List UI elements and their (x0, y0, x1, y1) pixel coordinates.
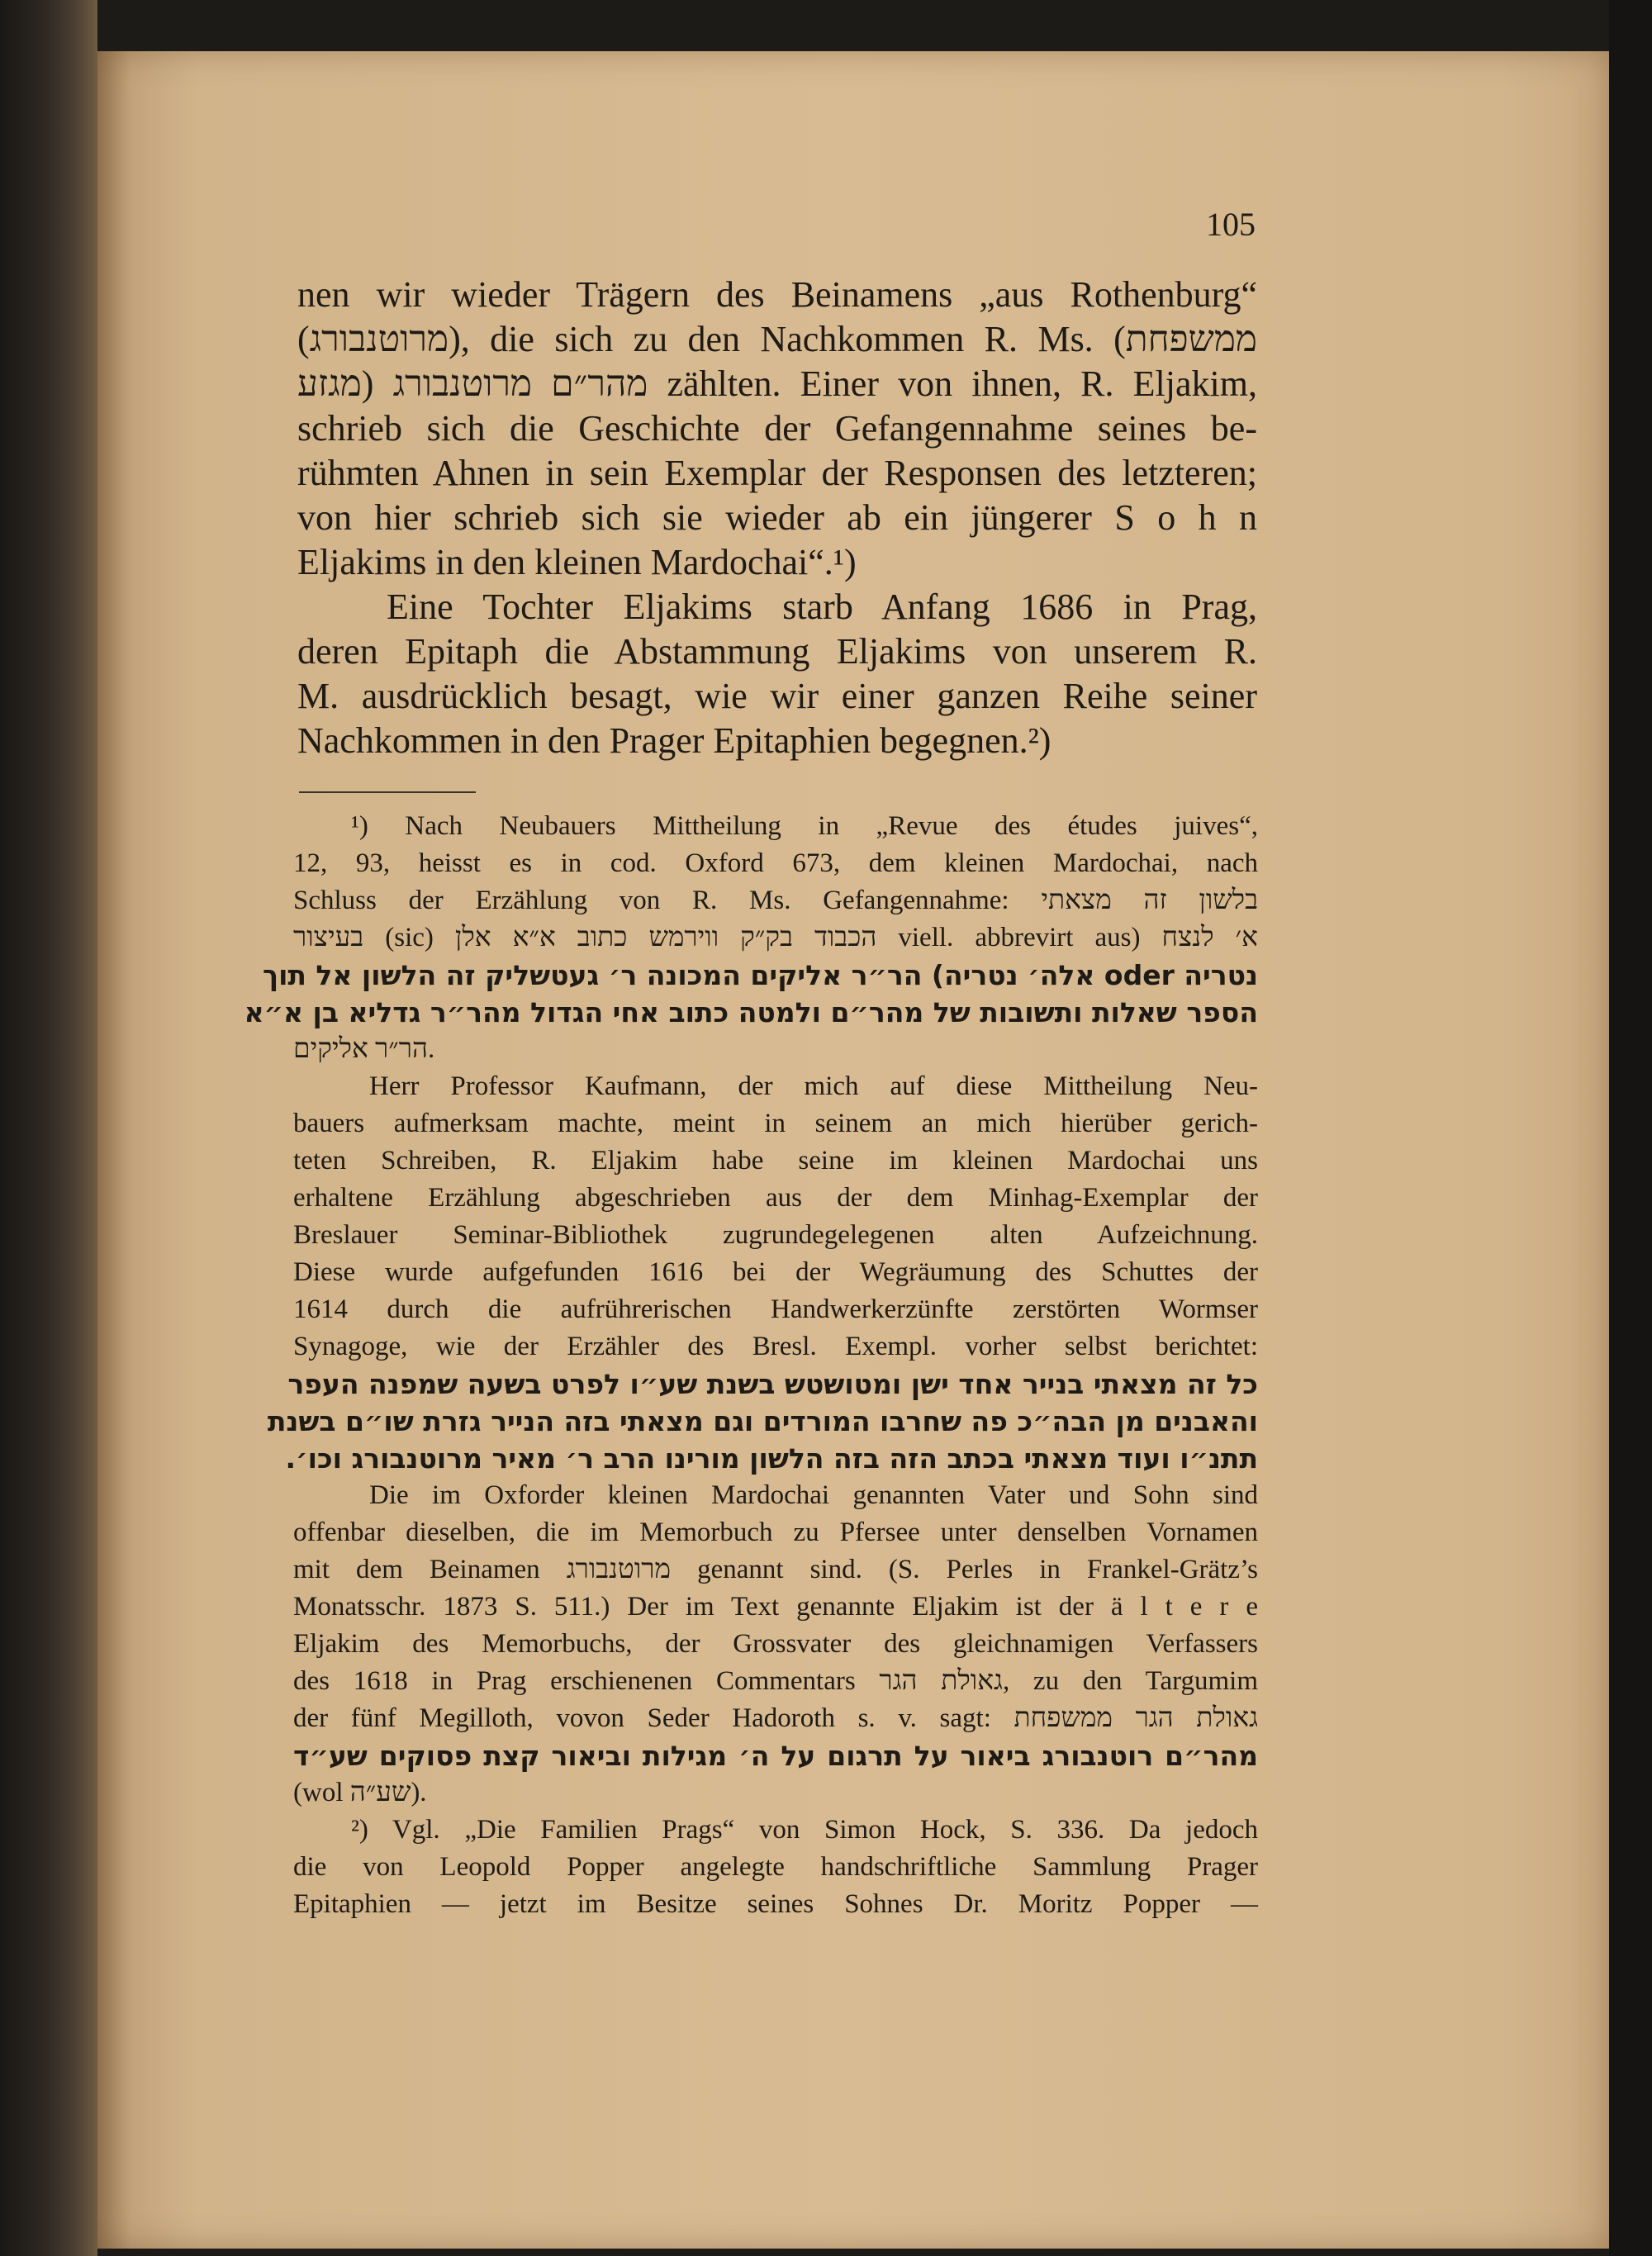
main-line: Eljakims in den kleinen Mardochai“.¹) (297, 542, 857, 582)
footnote-rule (299, 791, 476, 793)
main-text (297, 273, 1257, 763)
main-line: מהר״ם מרוטנבורג (מגזע zählten. Einer von ihnen, R. Eljakim, (297, 363, 1257, 404)
footnote-line: Diese wurde aufgefunden 1616 bei der Wegräumung des Schuttes der (293, 1257, 1258, 1287)
footnote-hebrew-line: והאבנים מן הבה״כ פה שחרבו המורדים וגם מצאתי בזה הנייר גזרת שו״ם בשנת (267, 1405, 1258, 1437)
footnote-line: ¹) Nach Neubauers Mittheilung in „Revue des études juives“, (351, 811, 1258, 841)
footnote-line: Epitaphien — jetzt im Besitze seines Sohnes Dr. Moritz Popper — (293, 1889, 1258, 1919)
footnote-hebrew-line: תתנ״ו ועוד מצאתי בכתב הזה בזה הלשון מורינו הרב ר׳ מאיר מרוטנבורג וכו׳. (285, 1442, 1258, 1475)
footnote-line: הר״ר אליקים. (293, 1034, 435, 1064)
footnote-line: erhaltene Erzählung abgeschrieben aus der dem Minhag-Exemplar der (293, 1183, 1258, 1213)
main-line: deren Epitaph die Abstammung Eljakims von unserem R. (297, 631, 1257, 672)
scan-margin (1609, 0, 1652, 2256)
main-line: von hier schrieb sich sie wieder ab ein jüngerer S o h n (297, 497, 1257, 538)
footnote-line: des 1618 in Prag erschienenen Commentars גאולת הגר, zu den Targumim (293, 1666, 1258, 1696)
footnote-line: ²) Vgl. „Die Familien Prags“ von Simon Hock, S. 336. Da jedoch (351, 1815, 1258, 1845)
footnote-hebrew-line: הספר שאלות ותשובות של מהר״ם ולמטה כתוב אחי הגדול מהר״ר גדליא בן א״א (244, 996, 1258, 1028)
footnote-line: Synagoge, wie der Erzähler des Bresl. Exempl. vorher selbst berichtet: (293, 1332, 1258, 1361)
footnote-hebrew-line: כל זה מצאתי בנייר אחד ישן ומטושטש בשנת שע״ו לפרט בשעה שמפנה העפר (287, 1368, 1258, 1400)
footnote-hebrew-line: מהר״ם רוטנבורג ביאור על תרגום על ה׳ מגילות וביאור קצת פסוקים שע״ד (293, 1740, 1258, 1772)
footnote-line: בעיצור (sic) הכבוד בק״ק ווירמש כתוב א״א אלן viell. abbrevirt aus) א׳ לנצח (293, 923, 1258, 952)
footnote-line: 12, 93, heisst es in cod. Oxford 673, dem kleinen Mardochai, nach (293, 848, 1258, 878)
footnote-line: Eljakim des Memorbuchs, der Grossvater des gleichnamigen Verfassers (293, 1629, 1258, 1659)
book-spine (0, 0, 97, 2256)
main-line: nen wir wieder Trägern des Beinamens „aus Rothenburg“ (297, 274, 1257, 315)
footnote-line: 1614 durch die aufrührerischen Handwerkerzünfte zerstörten Wormser (293, 1294, 1258, 1324)
page-number: 105 (1206, 206, 1256, 243)
footnote-line: teten Schreiben, R. Eljakim habe seine im kleinen Mardochai uns (293, 1146, 1258, 1175)
footnote-line: der fünf Megilloth, vovon Seder Hadoroth s. v. sagt: גאולת הגר ממשפחת (293, 1703, 1258, 1733)
main-line: Nachkommen in den Prager Epitaphien begegnen.²) (297, 720, 1051, 761)
footnote-line: Breslauer Seminar-Bibliothek zugrundegelegenen alten Aufzeichnung. (293, 1220, 1258, 1250)
footnotes (244, 808, 1259, 1923)
footnote-line: mit dem Beinamen מרוטנבורג genannt sind. (S. Perles in Frankel-Grätz’s (293, 1555, 1259, 1584)
footnote-line: offenbar dieselben, die im Memorbuch zu Pfersee unter denselben Vornamen (293, 1517, 1258, 1547)
footnote-line: bauers aufmerksam machte, meint in seinem an mich hierüber gerich- (293, 1109, 1258, 1138)
footnote-line: Monatsschr. 1873 S. 511.) Der im Text genannte Eljakim ist der ä l t e r e (293, 1592, 1258, 1622)
main-line: schrieb sich die Geschichte der Gefangennahme seines be- (297, 408, 1257, 449)
main-line: M. ausdrücklich besagt, wie wir einer ganzen Reihe seiner (297, 676, 1257, 716)
main-line: rühmten Ahnen in sein Exemplar der Responsen des letzteren; (297, 453, 1257, 493)
footnote-line: die von Leopold Popper angelegte handschriftliche Sammlung Prager (293, 1852, 1258, 1882)
footnote-line: Herr Professor Kaufmann, der mich auf diese Mittheilung Neu- (369, 1071, 1258, 1101)
main-line: (מרוטנבורג), die sich zu den Nachkommen R. Ms. (ממשפחת (297, 319, 1257, 359)
footnote-line: (wol שע״ה). (293, 1778, 427, 1807)
footnote-line: Die im Oxforder kleinen Mardochai genannten Vater und Sohn sind (369, 1480, 1258, 1510)
main-line: Eine Tochter Eljakims starb Anfang 1686 in Prag, (387, 587, 1257, 627)
footnote-line: Schluss der Erzählung von R. Ms. Gefangennahme: בלשון זה מצאתי (293, 886, 1258, 915)
footnote-hebrew-line: נטריה oder אלה׳ נטריה) הר״ר אליקים המכונה ר׳ געטשליק זה הלשון אל תוך (263, 959, 1258, 991)
